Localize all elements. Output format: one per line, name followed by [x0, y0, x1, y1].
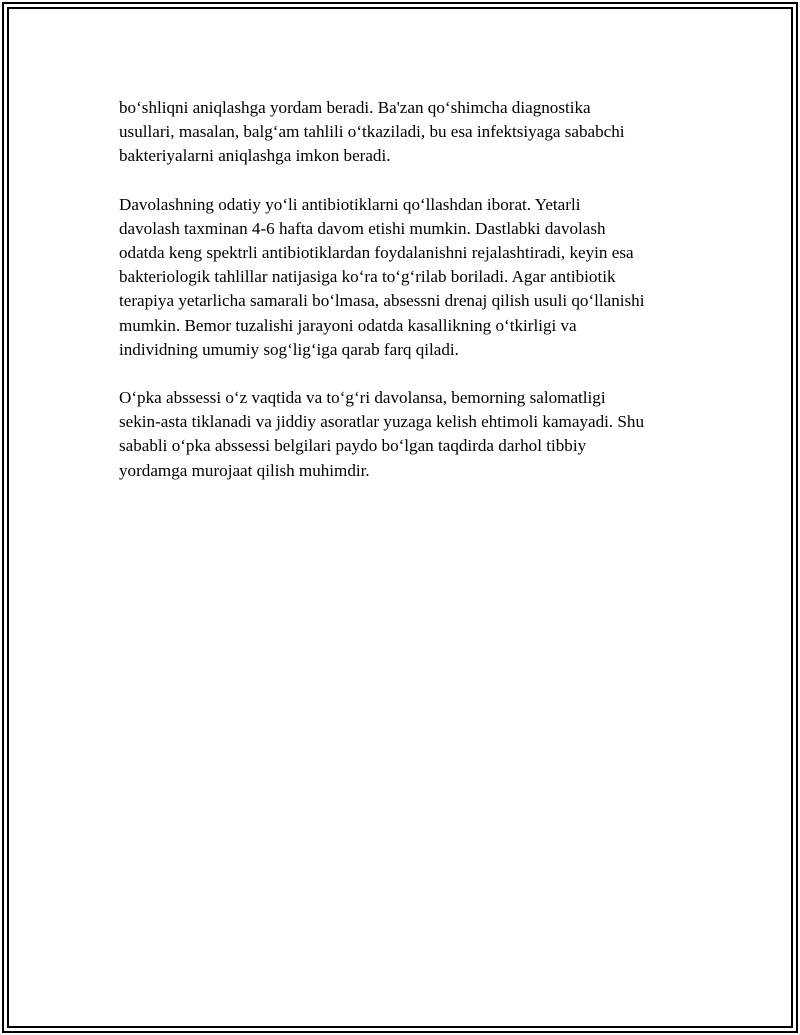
text-line: bakteriyalarni aniqlashga imkon beradi.: [119, 146, 391, 166]
text-line: odatda keng spektrli antibiotiklardan foydalanishni rejalashtiradi, keyin esa: [119, 243, 634, 263]
text-line: bo‘shliqni aniqlashga yordam beradi. Ba'zan qo‘shimcha diagnostika: [119, 98, 591, 117]
document-page: [2, 2, 798, 1033]
text-line: sababli o‘pka abssessi belgilari paydo bo‘lgan taqdirda darhol tibbiy: [119, 436, 587, 456]
document-body: [119, 96, 699, 507]
text-line: yordamga murojaat qilish muhimdir.: [119, 460, 370, 480]
paragraph-diagnostics: [119, 96, 699, 169]
text-line: O‘pka abssessi o‘z vaqtida va to‘g‘ri davolansa, bemorning salomatligi: [119, 388, 606, 408]
text-line: usullari, masalan, balg‘am tahlili o‘tkaziladi, bu esa infektsiyaga sababchi: [119, 122, 625, 142]
text-line: sekin-asta tiklanadi va jiddiy asoratlar yuzaga kelish ehtimoli kamayadi. Shu: [119, 412, 645, 432]
text-line: bakteriologik tahlillar natijasiga ko‘ra to‘g‘rilab boriladi. Agar antibiotik: [119, 267, 616, 287]
paragraph-prognosis: [119, 386, 699, 483]
text-line: mumkin. Bemor tuzalishi jarayoni odatda kasallikning o‘tkirligi va: [119, 315, 577, 335]
paragraph-treatment: [119, 193, 699, 362]
text-line: davolash taxminan 4-6 hafta davom etishi mumkin. Dastlabki davolash: [119, 218, 606, 238]
text-line: individning umumiy sog‘lig‘iga qarab farq qiladi.: [119, 339, 459, 359]
text-line: terapiya yetarlicha samarali bo‘lmasa, absessni drenaj qilish usuli qo‘llanishi: [119, 291, 645, 311]
text-line: Davolashning odatiy yo‘li antibiotiklarni qo‘llashdan iborat. Yetarli: [119, 194, 581, 214]
